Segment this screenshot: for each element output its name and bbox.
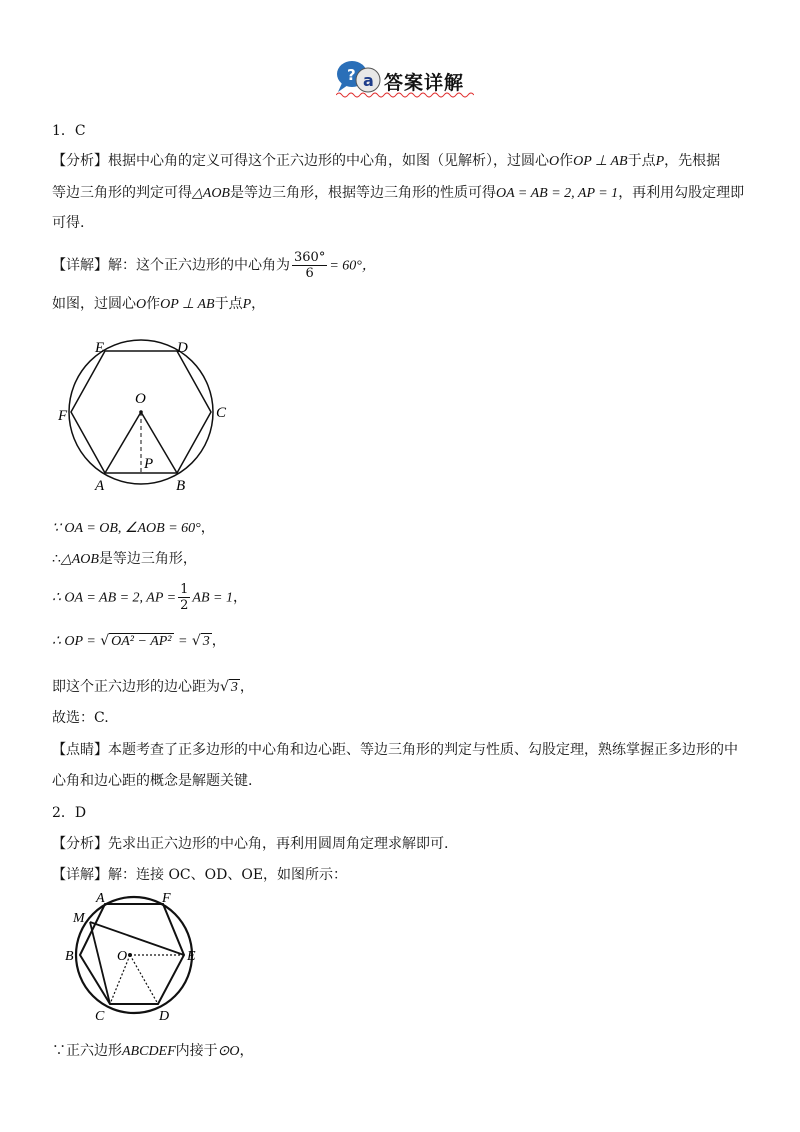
- fraction-denominator: 6: [305, 266, 314, 281]
- step-text: 是等边三角形，: [98, 551, 197, 567]
- q1-comment-line1: [52, 739, 738, 761]
- center-point: [128, 953, 132, 957]
- label-M: M: [73, 911, 85, 926]
- detail-text: 解：这个正六边形的中心角为: [108, 257, 290, 274]
- q1-comment-line2: 心角和边心距的概念是解题关键.: [52, 773, 253, 789]
- segment-me: [90, 922, 184, 955]
- segment-oa: [105, 412, 141, 473]
- hexagon: [80, 904, 184, 1004]
- label-E: E: [95, 340, 105, 356]
- answer-header: [334, 58, 474, 98]
- math-triangle-aob: △AOB: [60, 552, 99, 567]
- label-D: D: [159, 1009, 170, 1024]
- label-A: A: [96, 891, 105, 906]
- math-step3-a: ∴ OA = AB = 2, AP =: [52, 590, 177, 606]
- fraction-numerator: 1: [180, 582, 189, 597]
- q1-step4: ∴ OP = √ OA² − AP² = √ 3 ，: [52, 633, 226, 649]
- math-O: O: [136, 297, 147, 312]
- step-text: 内接于: [175, 1043, 218, 1059]
- math-op-perp-ab: OP ⊥ AB: [160, 297, 215, 312]
- q1-step1: [52, 517, 215, 540]
- label-B: B: [176, 478, 186, 494]
- label-P: P: [144, 456, 154, 472]
- fraction-one-half: [178, 582, 190, 613]
- because-text: ∵正六边形: [52, 1043, 122, 1059]
- q1-step3: [52, 582, 247, 613]
- label-O: O: [135, 391, 146, 407]
- detail-label: 【详解】: [52, 867, 108, 883]
- label-O: O: [117, 949, 128, 964]
- q1-detail-line2: [52, 293, 265, 316]
- fraction-denominator: 2: [180, 598, 189, 613]
- q1-choice: 故选：C.: [52, 710, 109, 726]
- math-P: P: [655, 154, 665, 169]
- analysis-text: 于点: [627, 153, 656, 169]
- analysis-text: ，再利用勾股定理即: [618, 185, 745, 201]
- sqrt-3: 3: [230, 680, 238, 695]
- punct: ，: [200, 520, 215, 536]
- math-circle-o: ⊙O: [217, 1044, 240, 1059]
- segment-mc: [90, 922, 110, 1004]
- punct: ，: [232, 589, 247, 606]
- math-equals: =: [177, 634, 188, 649]
- math-P: P: [242, 297, 252, 312]
- analysis-label: 【分析】: [52, 153, 108, 169]
- math-step4-a: ∴ OP =: [52, 634, 96, 649]
- q1-step5: 即这个正六边形的边心距为√ 3 ，: [52, 679, 254, 695]
- punct: ，: [239, 1043, 254, 1059]
- page-title: 答案详解: [384, 72, 465, 94]
- analysis-text: 作: [559, 153, 574, 169]
- q1-analysis-line3: 可得.: [52, 215, 85, 231]
- analysis-text: 先求出正六边形的中心角，再利用圆周角定理求解即可.: [108, 836, 449, 852]
- math-O: O: [549, 154, 560, 169]
- logo-letter-a: a: [363, 71, 374, 90]
- detail-label: 【详解】: [52, 257, 108, 274]
- therefore-sign: ∴: [52, 551, 61, 567]
- punct: ，: [211, 633, 226, 649]
- red-wavy-underline: [336, 91, 474, 99]
- detail-text: ，: [251, 296, 266, 312]
- label-A: A: [95, 478, 105, 494]
- detail-text: 如图，过圆心: [52, 296, 136, 312]
- step-text: 即这个正六边形的边心距为: [52, 679, 220, 695]
- label-F: F: [58, 408, 68, 424]
- math-equals-60: = 60°，: [329, 258, 376, 274]
- label-C: C: [95, 1009, 105, 1024]
- label-D: D: [177, 340, 188, 356]
- math-abcdef: ABCDEF: [122, 1044, 176, 1059]
- label-C: C: [216, 405, 227, 421]
- detail-text: 作: [146, 296, 161, 312]
- q1-detail-line1: [52, 250, 376, 281]
- figure-hexagon-2: [58, 888, 208, 1026]
- comment-label: 【点睛】: [52, 742, 108, 758]
- detail-text: 解：连接 OC、OD、OE，如图所示：: [108, 867, 348, 883]
- math-op-perp-ab: OP ⊥ AB: [573, 154, 628, 169]
- analysis-text: 等边三角形的判定可得: [52, 185, 192, 201]
- math-equation: OA = AB = 2, AP = 1: [495, 186, 619, 201]
- analysis-text: 根据中心角的定义可得这个正六边形的中心角，如图（见解析），过圆心: [108, 153, 549, 169]
- label-E: E: [187, 949, 196, 964]
- detail-text: 于点: [214, 296, 243, 312]
- logo-question-mark: ?: [347, 66, 356, 84]
- sqrt-3: 3: [202, 634, 210, 649]
- q1-step2: [52, 548, 197, 571]
- label-B: B: [65, 949, 74, 964]
- fraction-360-over-6: [292, 250, 327, 281]
- q2-number: 2．D: [52, 805, 87, 821]
- analysis-text: 是等边三角形，根据等边三角形的性质可得: [229, 185, 496, 201]
- q2-analysis: [52, 833, 448, 855]
- math-step1: ∵ OA = OB, ∠AOB = 60°: [52, 521, 201, 536]
- sqrt-radicand: OA² − AP²: [111, 634, 172, 649]
- figure-hexagon-1: [55, 330, 235, 495]
- analysis-label: 【分析】: [52, 836, 108, 852]
- punct: ，: [239, 679, 254, 695]
- fraction-numerator: 360°: [294, 250, 326, 265]
- comment-text: 本题考查了正多边形的中心角和边心距、等边三角形的判定与性质、勾股定理，熟练掌握正多边形的中: [108, 742, 738, 758]
- q1-analysis-line1: [52, 150, 720, 173]
- q2-final-line: [52, 1040, 254, 1063]
- q2-detail: [52, 864, 347, 886]
- center-point: [139, 410, 143, 414]
- label-F: F: [162, 891, 171, 906]
- analysis-text: ，先根据: [664, 153, 721, 169]
- q1-number: 1．C: [52, 123, 86, 139]
- math-step3-b: AB = 1: [192, 590, 233, 606]
- math-triangle-aob: △AOB: [192, 186, 230, 201]
- q1-analysis-line2: [52, 182, 744, 205]
- segment-od-dotted: [130, 955, 158, 1004]
